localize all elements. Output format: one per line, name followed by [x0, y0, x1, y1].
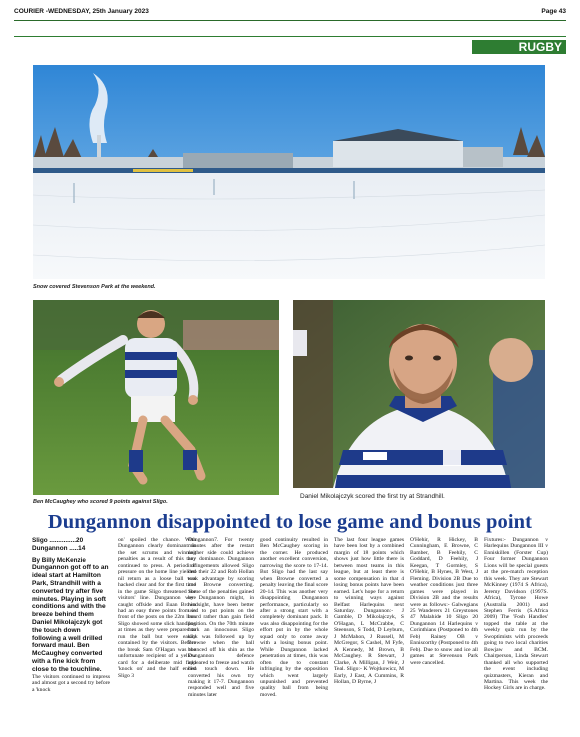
- article-column-4: [260, 537, 328, 727]
- score-sligo: Sligo ...............20: [32, 537, 84, 544]
- article-column-1: [32, 537, 110, 727]
- article-headline: Dungannon disappointed to lose game and bonus point: [47, 511, 533, 533]
- score-dungannon: Dungannon .....14: [32, 545, 86, 552]
- snow-pitch-photo: [33, 65, 545, 279]
- left-photo-caption: Ben McCaughey who scored 9 points against Sligo.: [33, 499, 168, 505]
- article-lead: Dungannon got off to an ideal start at Hamilton Park, Strandhill with a converted try after five minutes. Playing in soft conditions and with the breeze behind them Daniel Mikolajczyk got the touch down following a well drilled forward maul. Ben McCaughey converted with a fine kick from close to the touchline.: [32, 564, 109, 673]
- article-column-3: [188, 537, 254, 727]
- article-body-4: good continuity resulted in Ben McCaughey scoring in the corner. He produced another excellent conversion, narrowing the score to 17-14. But Sligo had the last say when Browne converted a penalty leaving the final score 20-14. This was another very disappointing Dungannon performance, particularly so after a strong start with a completely dominant pack. It was also disappointing for the effort put in by the whole squad only to come away with a losing bonus point. While Dungannon lacked penetration at times, this was often due to constant infringing by the opposition which went largely unpunished and prevented quality ball from being moved.: [260, 537, 328, 698]
- kicker-photo: [33, 300, 279, 495]
- section-rule: [14, 36, 566, 37]
- article-column-5: [334, 537, 404, 727]
- top-photo-caption: Snow covered Stevenson Park at the weekend.: [33, 284, 156, 290]
- article-body-6: O'Hehir, R Hickey, B Cunningham, E Browne, C Bamber, B Feehily, C Goddard, D Feehily, J Keegan, T Gormley, S O'Hehir, B Hynes, B West, J Fleming. Division 2B Due to weather conditions just three games were played in Division 2B and the results were as follows:- Galwegians 25 Wanderers 21 Greystones 47 Malahide 10 Sligo 20 Dungannon 14 Harlequins v Corinthians (Postponed to 4th Feb) Rainey OB v Enniscorthy (Postponed to 4th Feb). Due to snow and ice all games at Stevenson Park were cancelled.: [410, 537, 478, 666]
- try-scorer-photo: [293, 300, 545, 488]
- article-body-2: on' spoiled the chance. With Dungannon clearly dominant in the set scrums and winning penalties as a result of this they continued to press. A period of pressure on the home line yielded nil return as a loose ball was hacked clear and for the first time in the game Sligo threatened the visitors' line. Dungannon were caught offside and Euan Brown had an easy three points from in front of the posts on the 22m line. Sligo showed some slick handling at times as they were prepared to run the ball but were easily contained by the visitors. Before the break Sam O'Hagan was the unfortunate recipient of a yellow card for a deliberate mid field 'knock on' and the half ended Sligo 3: [118, 537, 196, 679]
- article-body-3: Dungannon7. For twenty minutes after the restart neither side could achieve any dominance. Dungannon infringements allowed Sligo into their 22 and Rob Hollan took advantage by scoring and Browne converting. Some of the penalties gained by Dungannon might, in hindsight, have been better used to put points on the board rather than gain field position. On the 70th minute mark an innocuous Sligo kick was followed up by Browne when the ball bounced off his shin as the Dungannon defence appeared to freeze and watch him touch down. He converted his own try making it 17-7. Dungannon responded well and five minutes later: [188, 537, 254, 698]
- header-rule: [14, 20, 566, 21]
- article-body-1: The visitors continued to impress and almost got a second try before a 'knock: [32, 673, 110, 693]
- article-column-7: [484, 537, 548, 727]
- page-header: [14, 6, 566, 18]
- right-photo-caption: Daniel Mikolajczyk scored the first try at Strandhill.: [300, 493, 445, 500]
- article-body-7: Fixtures:- Dungannon v Harlequins Dungannon III v Enniskillen (Forster Cup) Four former Dungannon Lions will be special guests at the pre-match reception this week. They are Stewart McKinney (1974 S Africa), Jeremy Davidson (1997S. Africa), Tyrone Howe (Australia 2001) and Stephen Ferris (S.Africa 2009) The 'Fosh Handles' topped the table at the weekly quiz run by the Swoptimists with proceeds going to two local charities Bowjaw and BCM. Chairperson, Linda Stewart thanked all who supported the event including quizmasters, Kieran and Martina. This week the Hockey Girls are in charge.: [484, 537, 548, 692]
- article-column-2: [118, 537, 196, 727]
- page-number: Page 43: [541, 8, 566, 15]
- publication-date: COURIER -WEDNESDAY, 25th January 2023: [14, 8, 149, 15]
- article-column-6: [410, 537, 478, 727]
- byline: By Billy McKenzie: [32, 557, 86, 564]
- section-banner: RUGBY: [472, 40, 566, 54]
- article-body-5: The last four league games have been lost by a combined margin of 18 points which shows just how little there is between most teams in this league, but at least there is some compensation in that 4 losing bonus points have been earned. Let's hope for a return to winning ways against Belfast Harlequins next Saturday. Dungannon:- J Gamble, D Mikolajczyk, S O'Hagan, L McCrabbe, C Steenson, S Todd, D Leyburn, J McMahon, J Russell, M McGregor, S Cashel, M Fyfe, A Kennedy, M Brown, B McCaughey. R Stewart, J Clarke, A Milligan, J Weir, J Teal. Sligo:- K Wojtkowicz, M Early, J East, A Cummins, R Hollan, D Byrne, J: [334, 537, 404, 685]
